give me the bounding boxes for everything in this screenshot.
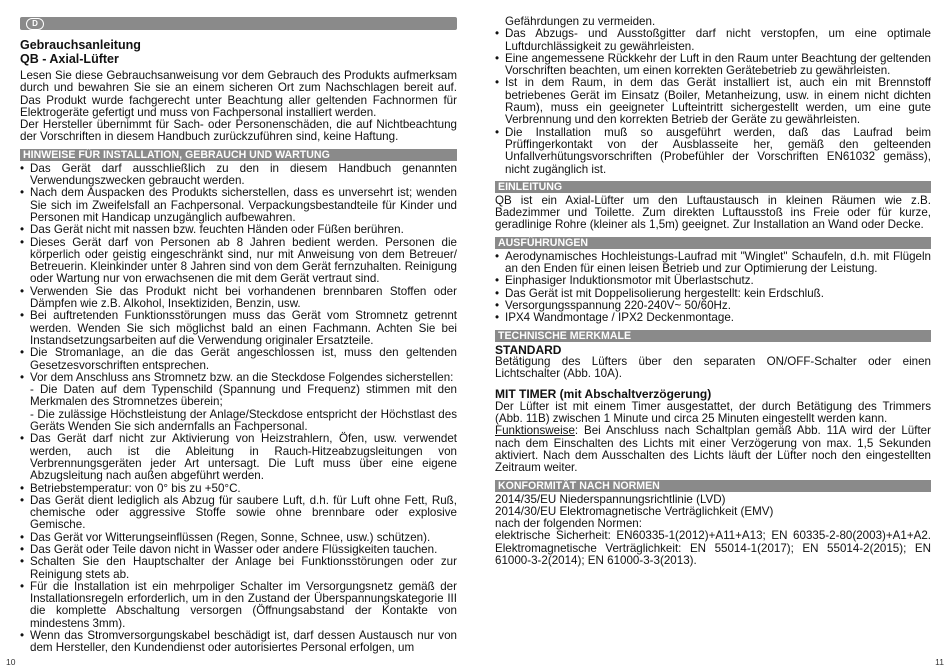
list-item: • Dieses Gerät darf von Personen ab 8 Jahren bedient werden. Personen die körperlich oder geistig eingeschränkt sind, nur mit Anweisung von dem Betreuer/ Betreuerin. Kleinkinder unter 8 Jahren sind von dem Gerät fernzuhalten. Reinigung oder Wartung nur von erwachsenen die mit dem Gerät vertraut sind. <box>20 237 457 286</box>
list-item: • Versorgungsspannung 220-240V~ 50/60Hz. <box>495 300 931 312</box>
installation-list <box>20 163 457 655</box>
konformitaet-line: 2014/30/EU Elektromagnetische Verträglichkeit (EMV) <box>495 504 774 518</box>
list-item: • Das Gerät dient lediglich als Abzug für saubere Luft, d.h. für Luft ohne Fett, Ruß, chemische oder aggressive Stoffe sowie ohne brennbare oder explosive Gemische. <box>20 495 457 532</box>
list-item: • Nach dem Auspacken des Produkts sicherstellen, dass es unversehrt ist; wenden Sie sich im Zweifelsfall an Fachpersonal. Verpackungsbestandteile für Kinder und Personen mit Handicap unzugänglich aufbewahren. <box>20 187 457 224</box>
timer-heading: MIT TIMER (mit Abschaltverzögerung) <box>495 387 712 402</box>
timer-paragraph: Der Lüfter ist mit einem Timer ausgestattet, der durch Betätigung des Trimmers (Abb. 11B) zwischen 1 Minute und circa 25 Minuten eingestellt werden kann. <box>495 399 931 426</box>
list-item: • Die Installation muß so ausgeführt werden, daß das Laufrad beim Prüffingerkontakt von der Ausblasseite her, gemäß den gelteenden Unfallverhütungsvorschriften (Probefühler der Vorschriften EN61032 gemäss), nicht zugänglich ist. <box>495 127 931 176</box>
product-subtitle: QB - Axial-Lüfter <box>20 52 119 66</box>
left-column <box>20 17 457 655</box>
list-item: • Das Gerät darf nicht zur Aktivierung von Heizstrahlern, Öfen, usw. verwendet werden, auch ist die Ableitung in Rauch-Hitzeabzugsleitungen von Verbrennungsgeräten jeder Art untersagt. Die Luft muss über eine eigene Abzugsleitung nach außen abgeführt werden. <box>20 433 457 482</box>
list-item: • Bei auftretenden Funktionsstörungen muss das Gerät vom Stromnetz getrennt werden. Wenden Sie sich möglichst bald an einen Fachmann. Achten Sie bei Instandsetzungsarbeiten auf die Verwendung originaler Ersatzteile. <box>20 310 457 347</box>
right-column <box>495 16 931 567</box>
liability-paragraph: Der Hersteller übernimmt für Sach- oder Personenschäden, die auf Nichtbeachtung der Vorschriften in diesem Handbuch zurückzuführen sind, keine Haftung. <box>20 118 457 144</box>
section-header-einleitung: EINLEITUNG <box>495 181 931 193</box>
timer-function-text: : Bei Anschluss nach Schaltplan gemäß Abb. 11A wird der Lüfter nach dem Einschalten des Lichts mit einer Verzögerung von max. 1,5 Sekunden aktiviert. Nach dem Ausschalten des Lichts läuft der Lüfter noch den eingestellten Zeitraum weiter. <box>495 424 931 475</box>
manual-title: Gebrauchsanleitung <box>20 38 141 52</box>
list-item: • Eine angemessene Rückkehr der Luft in den Raum unter Beachtung der geltenden Vorschriften beachten, um einen korrekten Gerätebetrieb zu gewährleisten. <box>495 53 931 78</box>
section-header-konformitaet: KONFORMITÄT NACH NORMEN <box>495 480 931 492</box>
konformitaet-norms: elektrische Sicherheit: EN60335-1(2012)+A11+A13; EN 60335-2-80(2003)+A1+A2. Elektromagnetische Verträglichkeit: EN 55014-1(2017); EN 55014-2(2015); EN 61000-3-2(2014); EN 61000-3-3(2013). <box>495 529 931 567</box>
einleitung-paragraph: QB ist ein Axial-Lüfter um den Luftaustausch in kleinen Räumen wie z.B. Badezimmer und Toilette. Zum direkten Luftausstoß ins Freie oder für kurze, geradlinige Rohre (kleiner als 1,5m) geeignet. Zur Installation an Wand oder Decke. <box>495 193 931 232</box>
list-item: • Die Stromanlage, an die das Gerät angeschlossen ist, muss den geltenden Gesetzesvorschriften entsprechen. <box>20 347 457 372</box>
list-item: • Das Abzugs- und Ausstoßgitter darf nicht verstopfen, um eine optimale Luftdurchlässigkeit zu gewährleisten. <box>495 28 931 53</box>
installation-list-continued <box>495 28 931 176</box>
list-item: • Betriebstemperatur: von 0° bis zu +50°C. <box>20 483 457 495</box>
right-page <box>475 0 950 672</box>
konformitaet-line: nach der folgenden Normen: <box>495 517 642 531</box>
language-tab-bar <box>20 17 457 30</box>
list-item: • Das Gerät darf ausschließlich zu den in diesem Handbuch genannten Verwendungszwecken gebraucht werden. <box>20 163 457 188</box>
list-item: • Einphasiger Induktionsmotor mit Überlastschutz. <box>495 275 931 287</box>
standard-heading: STANDARD <box>495 342 562 357</box>
page-number: 11 <box>935 657 944 667</box>
standard-paragraph: Betätigung des Lüfters über den separaten ON/OFF-Schalter oder einen Lichtschalter (Abb. 10A). <box>495 354 931 381</box>
ausfuehrungen-list <box>495 251 931 325</box>
continuation-text: Gefährdungen zu vermeiden. <box>505 15 656 28</box>
list-item: • Wenn das Stromversorgungskabel beschädigt ist, darf dessen Austausch nur von dem Hersteller, den Kundendienst oder autorisiertes Personal erfolgen, um <box>20 630 457 655</box>
timer-function-label: Funktionsweise <box>495 424 575 438</box>
list-item: • Das Gerät vor Witterungseinflüssen (Regen, Sonne, Schnee, usw.) schützen). <box>20 532 457 544</box>
list-item: • Schalten Sie den Hauptschalter der Anlage bei Funktionsstörungen oder zur Reinigung stets ab. <box>20 556 457 581</box>
list-item: • IPX4 Wandmontage / IPX2 Deckenmontage. <box>495 312 931 324</box>
konformitaet-line: 2014/35/EU Niederspannungsrichtlinie (LVD) <box>495 492 726 506</box>
list-item: • Das Gerät nicht mit nassen bzw. feuchten Händen oder Füßen berühren. <box>20 224 457 236</box>
page-number: 10 <box>6 657 16 667</box>
list-item: • Aerodynamisches Hochleistungs-Laufrad mit "Winglet" Schaufeln, d.h. mit Flügeln an den Enden für einen leisen Betrieb und zur Optimierung der Leistung. <box>495 251 931 276</box>
list-item: • Verwenden Sie das Produkt nicht bei vorhandenen brennbaren Stoffen oder Dämpfen wie z.B. Alkohol, Insektiziden, Benzin, usw. <box>20 286 457 311</box>
language-badge: D <box>26 18 44 30</box>
list-item: • Ist in dem Raum, in dem das Gerät installiert ist, auch ein mit Brennstoff betriebenes Gerät im Einsatz (Boiler, Metanheizung, usw. in einem nicht dichten Raum), muss ein geeigneter Lufteintritt sichergestellt werden, um eine gute Verbrennung und den korrekten Betrieb der Geräte zu gewährleisten. <box>495 77 931 126</box>
list-item: • Das Gerät ist mit Doppelisolierung hergestellt: kein Erdschluß. <box>495 288 931 300</box>
section-header-technische-merkmale: TECHNISCHE MERKMALE <box>495 330 931 342</box>
list-item: • Vor dem Anschluss ans Stromnetz bzw. an die Steckdose Folgendes sicherstellen: - Die Daten auf dem Typenschild (Spannung und Frequenz) stimmen mit den Merkmalen des Stromnetzes überein; - Die zulässige Höchstleistung der Anlage/Steckdose entspricht der Höchstlast des Geräts Wenden Sie sich andernfalls an Fachpersonal. <box>20 372 457 433</box>
section-header-ausfuehrungen: AUSFÜHRUNGEN <box>495 237 931 249</box>
list-item: • Das Gerät oder Teile davon nicht in Wasser oder andere Flüssigkeiten tauchen. <box>20 544 457 556</box>
timer-function-paragraph <box>495 425 931 474</box>
section-header-installation: HINWEISE FÜR INSTALLATION, GEBRAUCH UND WARTUNG <box>20 149 457 161</box>
intro-paragraph: Lesen Sie diese Gebrauchsanweisung vor dem Gebrauch des Produkts aufmerksam durch und bewahren Sie sie an einem sicheren Ort zum Nachschlagen bereit auf. Das Produkt wurde fachgerecht unter Beachtung aller geltenden Fachnormen für Elektrogeräte gefertigt und muss von Fachpersonal installiert werden. <box>20 69 457 119</box>
list-item: • Für die Installation ist ein mehrpoliger Schalter im Versorgungsnetz gemäß der Installationsregeln erforderlich, um in den Zustand der Überspannungskategorie III die komplette Abschaltung versorgen (Öffnungsabstand der Kontakte von mindestens 3mm). <box>20 581 457 630</box>
